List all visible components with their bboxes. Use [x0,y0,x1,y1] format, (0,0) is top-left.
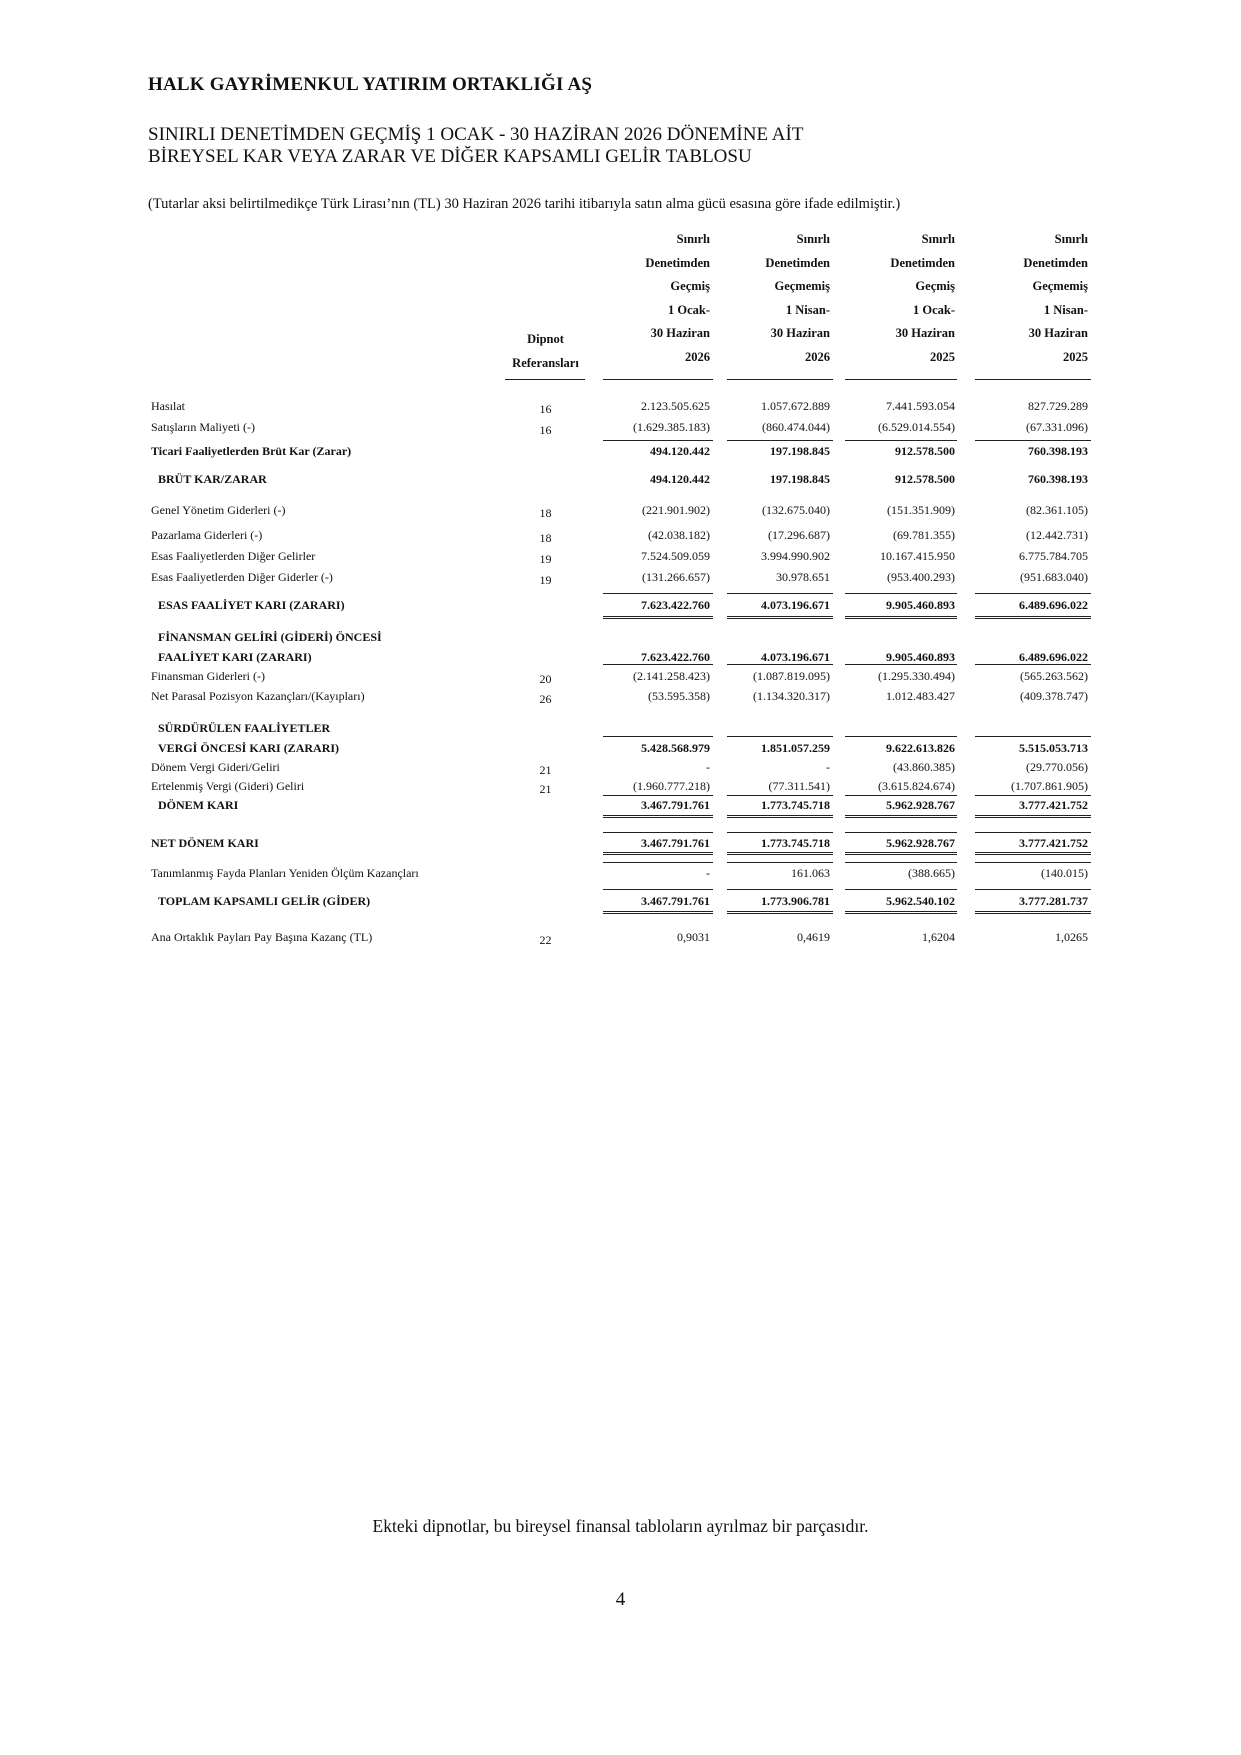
row-value: 827.729.289 [1028,399,1088,413]
total-double-rule [845,911,957,914]
column-header-line: 30 Haziran [1028,326,1088,340]
column-header-line: Geçmemiş [1032,279,1088,293]
row-label: Esas Faaliyetlerden Diğer Giderler (-) [151,570,333,584]
total-double-rule [845,616,957,619]
row-value: 1.773.906.781 [761,894,830,908]
row-label: Tanımlanmış Fayda Planları Yeniden Ölçüm Kazançları [151,866,419,880]
row-value: 4.073.196.671 [761,650,830,664]
total-double-rule [727,815,833,818]
column-header-line: Geçmiş [670,279,710,293]
subtotal-rule [975,440,1091,441]
row-note-ref: 21 [539,782,552,796]
row-label: TOPLAM KAPSAMLI GELİR (GİDER) [158,894,371,908]
row-value: 3.777.421.752 [1019,798,1088,812]
row-value: 0,4619 [797,930,830,944]
subtotal-rule [603,664,713,665]
total-double-rule [975,911,1091,914]
total-double-rule [603,616,713,619]
dipnot-header-line: Dipnot [527,332,564,346]
row-label: Genel Yönetim Giderleri (-) [151,503,286,517]
column-header-line: Geçmiş [915,279,955,293]
subtotal-rule [845,862,957,863]
row-value: 0,9031 [677,930,710,944]
row-value: (140.015) [1041,866,1088,880]
row-note-ref: 22 [539,933,552,947]
row-value: 3.467.791.761 [641,798,710,812]
row-value: 1.851.057.259 [761,741,830,755]
subtotal-rule [845,795,957,796]
row-value: 1.773.745.718 [761,798,830,812]
row-label: VERGİ ÖNCESİ KARI (ZARARI) [158,741,340,755]
column-header-line: 1 Nisan- [785,302,830,317]
column-header-line: Geçmemiş [774,279,830,293]
row-label: Finansman Giderleri (-) [151,669,265,683]
subtotal-rule [845,832,957,833]
footnote: Ekteki dipnotlar, bu bireysel finansal tabloların ayrılmaz bir parçasıdır. [372,1516,869,1536]
row-label: FAALİYET KARI (ZARARI) [158,650,312,664]
row-note-ref: 19 [539,573,552,587]
company-name: HALK GAYRİMENKUL YATIRIM ORTAKLIĞI AŞ [148,74,593,95]
total-double-rule [603,815,713,818]
row-value: (221.901.902) [642,503,710,517]
row-value: (53.595.358) [648,689,710,703]
row-value: (1.295.330.494) [878,669,955,683]
row-value: (12.442.731) [1026,528,1088,542]
row-note-ref: 20 [539,672,552,686]
row-value: 6.775.784.705 [1019,549,1088,563]
row-label: Pazarlama Giderleri (-) [151,528,263,542]
subtotal-rule [603,795,713,796]
row-value: 1,0265 [1055,930,1088,944]
subtotal-rule [845,889,957,890]
row-value: 3.467.791.761 [641,836,710,850]
subtotal-rule [603,832,713,833]
subtotal-rule [727,593,833,594]
page-number: 4 [615,1589,626,1610]
row-value: (42.038.182) [648,528,710,542]
row-value: - [826,760,830,774]
row-value: 9.905.460.893 [886,598,955,612]
row-value: 912.578.500 [895,472,955,486]
column-header-line: 2025 [930,349,955,364]
total-double-rule [727,911,833,914]
row-label: Ertelenmiş Vergi (Gideri) Geliri [151,779,305,793]
column-header-line: Denetimden [765,255,830,270]
total-double-rule [975,852,1091,855]
row-value: (860.474.044) [762,420,830,434]
total-double-rule [603,911,713,914]
row-value: 1.012.483.427 [886,689,955,703]
row-label: FİNANSMAN GELİRİ (GİDERİ) ÖNCESİ [158,630,382,644]
column-header-line: 2025 [1063,349,1088,364]
total-double-rule [845,852,957,855]
row-value: (77.311.541) [768,779,830,793]
column-header-line: Sınırlı [676,232,710,246]
row-value: 5.515.053.713 [1019,741,1088,755]
row-label: Net Parasal Pozisyon Kazançları/(Kayıpları) [151,689,365,703]
subtotal-rule [975,795,1091,796]
row-note-ref: 16 [539,423,552,437]
subtotal-rule [603,862,713,863]
row-value: 3.777.281.737 [1019,894,1088,908]
subtotal-rule [845,664,957,665]
row-label: Ticari Faaliyetlerden Brüt Kar (Zarar) [151,444,352,458]
subtotal-rule [845,736,957,737]
column-header-line: Sınırlı [796,232,830,246]
row-value: (151.351.909) [887,503,955,517]
row-value: (69.781.355) [893,528,955,542]
row-value: (1.087.819.095) [753,669,830,683]
row-value: 3.994.990.902 [761,549,830,563]
subtotal-rule [975,862,1091,863]
total-double-rule [603,852,713,855]
row-value: 5.962.540.102 [886,894,955,908]
row-value: 3.467.791.761 [641,894,710,908]
subtotal-rule [603,440,713,441]
row-label: NET DÖNEM KARI [151,836,259,850]
row-value: (409.378.747) [1020,689,1088,703]
row-label: SÜRDÜRÜLEN FAALİYETLER [158,721,331,735]
row-value: (1.629.385.183) [633,420,710,434]
column-header-line: Denetimden [645,255,710,270]
row-value: 1.057.672.889 [761,399,830,413]
row-note-ref: 16 [539,402,552,416]
row-value: 4.073.196.671 [761,598,830,612]
subtotal-rule [603,889,713,890]
row-value: (43.860.385) [893,760,955,774]
column-header-line: Denetimden [890,255,955,270]
row-value: 5.962.928.767 [886,798,955,812]
row-value: (82.361.105) [1026,503,1088,517]
row-value: (6.529.014.554) [878,420,955,434]
row-value: 197.198.845 [770,444,830,458]
subtotal-rule [845,593,957,594]
subtotal-rule [975,593,1091,594]
row-value: 197.198.845 [770,472,830,486]
column-header-line: 30 Haziran [895,326,955,340]
subtotal-rule [727,889,833,890]
column-header-line: 1 Nisan- [1043,302,1088,317]
subtotal-rule [727,795,833,796]
currency-note: (Tutarlar aksi belirtilmedikçe Türk Lirası’nın (TL) 30 Haziran 2026 tarihi itibarıyla satın alma gücü esasına göre ifade edilmiştir.) [148,196,901,212]
column-header-line: 2026 [805,349,830,364]
row-value: (17.296.687) [768,528,830,542]
row-value: 6.489.696.022 [1019,650,1088,664]
row-value: 7.441.593.054 [886,399,955,413]
row-value: - [706,866,710,880]
total-double-rule [727,852,833,855]
row-value: (953.400.293) [887,570,955,584]
row-value: 5.962.928.767 [886,836,955,850]
dipnot-header-line: Referansları [512,355,579,370]
column-header-line: Sınırlı [1054,232,1088,246]
column-header-line: 1 Ocak- [912,302,955,317]
subtotal-rule [727,664,833,665]
statement-title-line-1: SINIRLI DENETİMDEN GEÇMİŞ 1 OCAK - 30 HAZİRAN 2026 DÖNEMİNE AİT [148,124,804,145]
row-value: 5.428.568.979 [641,741,710,755]
row-value: 1,6204 [922,930,955,944]
total-double-rule [727,616,833,619]
column-header-line: 1 Ocak- [667,302,710,317]
row-value: 30.978.651 [776,570,830,584]
total-double-rule [975,616,1091,619]
subtotal-rule [975,664,1091,665]
total-double-rule [845,815,957,818]
subtotal-rule [975,889,1091,890]
row-note-ref: 18 [539,506,552,520]
row-value: (2.141.258.423) [633,669,710,683]
row-label: Dönem Vergi Gideri/Geliri [151,760,280,774]
total-double-rule [975,815,1091,818]
subtotal-rule [603,736,713,737]
row-label: Ana Ortaklık Payları Pay Başına Kazanç (TL) [151,930,373,944]
row-value: (951.683.040) [1020,570,1088,584]
subtotal-rule [727,440,833,441]
column-header-line: 2026 [685,349,710,364]
row-value: 760.398.193 [1028,472,1088,486]
subtotal-rule [845,440,957,441]
row-label: DÖNEM KARI [158,798,239,812]
subtotal-rule [727,862,833,863]
row-label: Satışların Maliyeti (-) [151,420,255,434]
column-header-line: Sınırlı [921,232,955,246]
row-value: (131.266.657) [642,570,710,584]
row-value: 9.622.613.826 [886,741,955,755]
row-value: 9.905.460.893 [886,650,955,664]
row-value: 760.398.193 [1028,444,1088,458]
statement-title-line-2: BİREYSEL KAR VEYA ZARAR VE DİĞER KAPSAMLI GELİR TABLOSU [148,146,752,167]
row-note-ref: 18 [539,531,552,545]
row-value: (388.665) [908,866,955,880]
row-value: (565.263.562) [1020,669,1088,683]
row-value: 6.489.696.022 [1019,598,1088,612]
row-value: 7.623.422.760 [641,598,710,612]
row-label: BRÜT KAR/ZARAR [158,472,267,486]
row-value: (1.134.320.317) [753,689,830,703]
column-header-line: 30 Haziran [770,326,830,340]
column-header-line: 30 Haziran [650,326,710,340]
row-label: Hasılat [151,399,185,413]
row-note-ref: 21 [539,763,552,777]
row-value: (67.331.096) [1026,420,1088,434]
row-value: 912.578.500 [895,444,955,458]
row-value: 1.773.745.718 [761,836,830,850]
row-value: - [706,760,710,774]
row-note-ref: 19 [539,552,552,566]
subtotal-rule [975,736,1091,737]
subtotal-rule [603,593,713,594]
row-value: (29.770.056) [1026,760,1088,774]
row-note-ref: 26 [539,692,552,706]
row-value: 7.623.422.760 [641,650,710,664]
subtotal-rule [727,736,833,737]
row-value: (1.707.861.905) [1011,779,1088,793]
row-value: 494.120.442 [650,472,710,486]
subtotal-rule [727,832,833,833]
row-value: 7.524.509.059 [641,549,710,563]
row-value: (3.615.824.674) [878,779,955,793]
row-value: (132.675.040) [762,503,830,517]
row-value: 161.063 [791,866,830,880]
row-value: (1.960.777.218) [633,779,710,793]
subtotal-rule [975,832,1091,833]
column-header-line: Denetimden [1023,255,1088,270]
row-label: ESAS FAALİYET KARI (ZARARI) [158,598,345,612]
row-value: 2.123.505.625 [641,399,710,413]
row-value: 494.120.442 [650,444,710,458]
row-value: 3.777.421.752 [1019,836,1088,850]
row-label: Esas Faaliyetlerden Diğer Gelirler [151,549,316,563]
row-value: 10.167.415.950 [880,549,955,563]
